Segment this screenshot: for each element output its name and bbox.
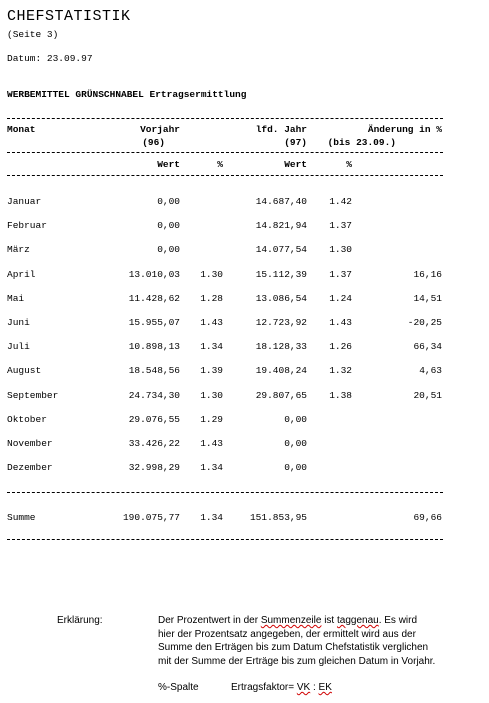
pct-column-label: %-Spalte [158, 682, 199, 693]
explanation-text: Summenzeile [260, 615, 322, 626]
curr-value-cell: 0,00 [284, 462, 307, 474]
month-cell: März [7, 244, 30, 256]
curr-value-cell: 14.687,40 [255, 196, 307, 207]
prev-value-cell: 18.548,56 [128, 365, 180, 377]
curr-value-cell: 18.128,33 [255, 341, 307, 353]
curr-pct-cell: 1.37 [329, 220, 352, 232]
table-row [0, 269, 489, 283]
curr-value-cell: 14.077,54 [255, 244, 307, 256]
curr-pct-cell: 1.30 [329, 244, 352, 256]
explanation-label: Erklärung: [57, 615, 103, 626]
prev-pct-cell: 1.34 [200, 462, 223, 474]
prev-value-cell: 10.898,13 [128, 341, 180, 353]
month-cell: Januar [7, 196, 42, 207]
prev-value-header: Wert [157, 159, 180, 170]
factor-text: Ertragsfaktor= [231, 682, 297, 693]
page-number: (Seite 3) [7, 29, 59, 40]
total-curr-value: 151.853,95 [249, 512, 307, 523]
curr-pct-cell: 1.43 [329, 317, 352, 328]
curr-pct-header: % [346, 159, 352, 170]
month-cell: Juli [7, 341, 30, 353]
month-cell: August [7, 365, 42, 377]
prev-pct-cell: 1.43 [200, 438, 223, 449]
table-row [0, 317, 489, 331]
col-change-header: Änderung in % [367, 124, 442, 135]
factor-text: EK [318, 682, 332, 693]
table-row [0, 293, 489, 307]
divider [7, 492, 443, 493]
prev-pct-header: % [217, 159, 223, 170]
change-cell: -20,25 [407, 317, 442, 328]
explanation-line [158, 614, 417, 628]
divider [7, 539, 443, 540]
curr-value-cell: 0,00 [284, 438, 307, 449]
month-cell: Juni [7, 317, 30, 328]
divider [7, 175, 443, 176]
curr-value-cell: 0,00 [284, 413, 307, 425]
col-prev-year-sub: (96) [142, 137, 165, 148]
curr-pct-cell: 1.38 [329, 389, 352, 401]
month-cell: Dezember [7, 462, 53, 474]
page-title: CHEFSTATISTIK [7, 8, 131, 25]
prev-pct-cell: 1.28 [200, 292, 223, 304]
divider [7, 118, 443, 119]
subheader-row [0, 159, 489, 173]
prev-value-cell: 13.010,03 [128, 268, 180, 280]
change-cell: 16,16 [413, 268, 442, 280]
prev-pct-cell: 1.29 [200, 413, 223, 425]
curr-value-header: Wert [284, 159, 307, 170]
prev-pct-cell: 1.30 [200, 389, 223, 401]
prev-value-cell: 33.426,22 [128, 438, 180, 449]
curr-value-cell: 19.408,24 [255, 365, 307, 377]
curr-pct-cell: 1.32 [329, 365, 352, 377]
curr-value-cell: 15.112,39 [255, 268, 307, 280]
table-row [0, 390, 489, 404]
explanation-text: ist [321, 615, 337, 626]
month-cell: Oktober [7, 413, 47, 425]
change-cell: 14,51 [413, 292, 442, 304]
curr-value-cell: 12.723,92 [255, 317, 307, 328]
factor-text: : [310, 682, 319, 693]
month-cell: April [7, 268, 36, 280]
table-row [0, 341, 489, 355]
col-curr-year-sub: (97) [284, 137, 307, 148]
factor-formula [231, 681, 332, 695]
total-change: 69,66 [413, 512, 442, 523]
col-change-sub: (bis 23.09.) [327, 137, 396, 148]
month-cell: September [7, 389, 59, 401]
curr-pct-cell: 1.26 [329, 341, 352, 353]
table-row [0, 414, 489, 428]
curr-pct-cell: 1.42 [329, 196, 352, 207]
report-date: Datum: 23.09.97 [7, 53, 93, 64]
divider [7, 152, 443, 153]
table-row [0, 462, 489, 476]
explanation-line: Summe den Erträgen bis zum Datum Chefstatistik verglichen [158, 642, 429, 653]
change-cell: 20,51 [413, 389, 442, 401]
month-cell: Mai [7, 292, 25, 304]
curr-value-cell: 14.821,94 [255, 220, 307, 232]
table-row [0, 365, 489, 379]
prev-value-cell: 24.734,30 [128, 389, 180, 401]
section-title: WERBEMITTEL GRÜNSCHNABEL Ertragsermittlung [7, 89, 247, 100]
total-row [0, 512, 489, 526]
total-label: Summe [7, 512, 36, 523]
total-prev-pct: 1.34 [200, 512, 223, 523]
explanation-text: . Es wird [378, 615, 418, 626]
month-cell: November [7, 438, 53, 449]
curr-value-cell: 29.807,65 [255, 389, 307, 401]
prev-pct-cell: 1.43 [200, 317, 223, 328]
prev-value-cell: 29.076,55 [128, 413, 180, 425]
explanation-line: hier der Prozentsatz angegeben, der ermittelt wird aus der [158, 628, 416, 640]
change-cell: 4,63 [419, 365, 442, 377]
prev-value-cell: 0,00 [157, 196, 180, 207]
prev-value-cell: 0,00 [157, 220, 180, 232]
table-row [0, 244, 489, 258]
factor-text: VK [296, 682, 311, 693]
curr-value-cell: 13.086,54 [255, 292, 307, 304]
curr-pct-cell: 1.24 [329, 292, 352, 304]
explanation-text: Der Prozentwert in der [158, 615, 261, 626]
prev-pct-cell: 1.34 [200, 341, 223, 353]
change-cell: 66,34 [413, 341, 442, 353]
curr-pct-cell: 1.37 [329, 268, 352, 280]
table-row [0, 220, 489, 234]
col-prev-year-header: Vorjahr [140, 124, 180, 135]
table-row [0, 438, 489, 452]
prev-value-cell: 11.428,62 [128, 292, 180, 304]
prev-value-cell: 15.955,07 [128, 317, 180, 328]
prev-pct-cell: 1.30 [200, 268, 223, 280]
col-month-header: Monat [7, 124, 36, 135]
prev-value-cell: 32.998,29 [128, 462, 180, 474]
prev-pct-cell: 1.39 [200, 365, 223, 377]
explanation-line: mit der Summe der Erträge bis zum gleichen Datum in Vorjahr. [158, 655, 436, 667]
col-curr-year-header: lfd. Jahr [255, 124, 307, 135]
total-prev-value: 190.075,77 [122, 512, 180, 523]
month-cell: Februar [7, 220, 47, 232]
table-row [0, 196, 489, 210]
prev-value-cell: 0,00 [157, 244, 180, 256]
explanation-text: taggenau [336, 615, 379, 626]
